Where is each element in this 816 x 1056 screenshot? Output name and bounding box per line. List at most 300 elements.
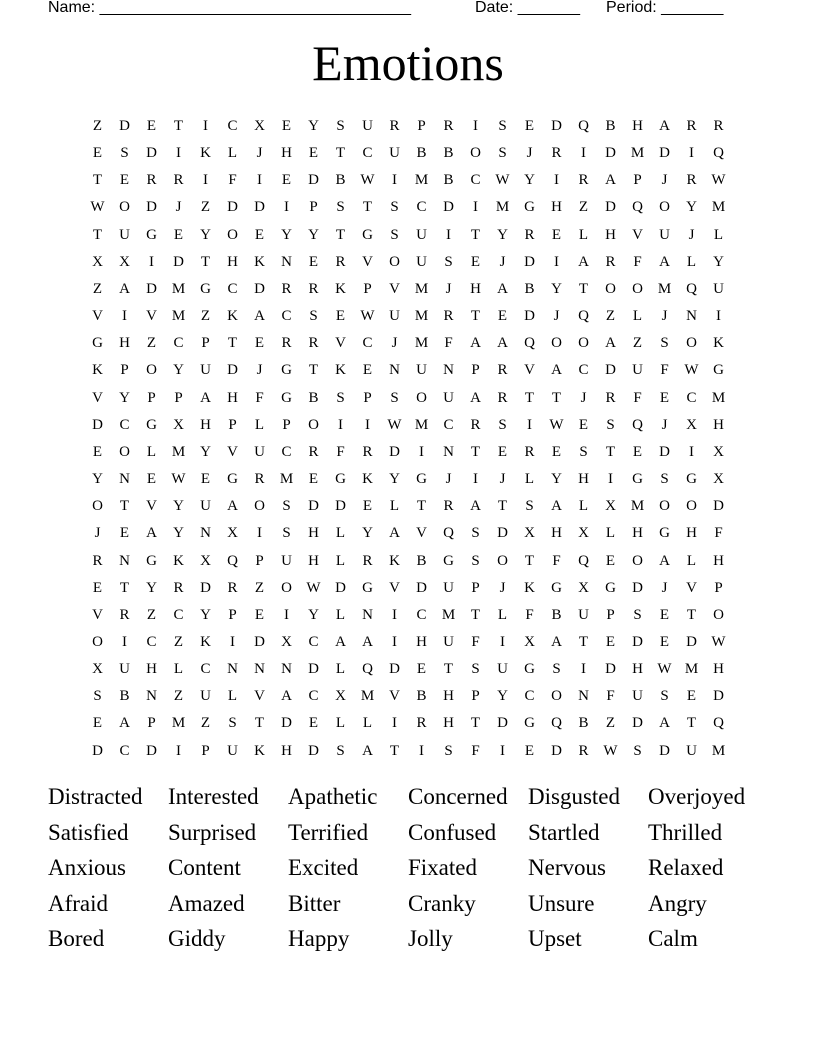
grid-letter: E: [362, 362, 373, 379]
grid-letter: V: [362, 253, 373, 270]
grid-letter: X: [254, 118, 265, 134]
grid-letter: T: [308, 362, 319, 379]
grid-letter: D: [389, 443, 400, 460]
grid-letter: R: [173, 579, 184, 596]
grid-letter: S: [390, 389, 399, 406]
grid-letter: U: [362, 118, 373, 134]
period-field-label: Period: _______: [606, 0, 724, 16]
word-bank-item: Relaxed: [648, 855, 724, 880]
grid-letter: I: [392, 172, 397, 189]
grid-letter: O: [659, 199, 670, 216]
grid-letter: G: [335, 471, 346, 488]
grid-letter: A: [362, 742, 373, 759]
grid-letter: A: [227, 498, 238, 515]
word-bank-item: Confused: [408, 819, 497, 845]
grid-letter: E: [497, 443, 508, 460]
grid-letter: N: [578, 688, 589, 705]
grid-letter: S: [498, 416, 507, 433]
word-bank-item: Bitter: [288, 890, 341, 916]
word-bank-item: Anxious: [48, 855, 126, 880]
word-bank-item: Giddy: [168, 926, 226, 951]
grid-letter: U: [443, 579, 454, 596]
grid-letter: Z: [632, 335, 643, 352]
grid-letter: X: [578, 579, 589, 596]
word-bank-item: Apathetic: [288, 784, 378, 809]
grid-letter: P: [471, 688, 480, 705]
grid-letter: M: [711, 389, 726, 406]
grid-letter: E: [551, 226, 562, 243]
grid-letter: E: [173, 226, 184, 243]
grid-letter: Q: [524, 335, 535, 352]
grid-letter: C: [119, 742, 130, 759]
grid-letter: I: [716, 308, 721, 325]
grid-letter: W: [549, 416, 564, 433]
grid-letter: B: [416, 145, 427, 162]
grid-letter: L: [497, 606, 508, 623]
grid-letter: A: [470, 335, 481, 352]
grid-letter: M: [495, 199, 510, 216]
grid-letter: K: [254, 742, 265, 759]
grid-letter: B: [335, 172, 346, 189]
grid-letter: I: [527, 416, 532, 433]
grid-letter: W: [711, 633, 726, 650]
grid-letter: D: [146, 280, 157, 297]
grid-letter: H: [308, 525, 319, 542]
grid-letter: H: [713, 416, 724, 433]
grid-letter: A: [497, 335, 508, 352]
grid-letter: H: [308, 552, 319, 569]
grid-letter: M: [711, 199, 726, 216]
grid-letter: A: [551, 633, 562, 650]
grid-letter: I: [392, 715, 397, 732]
grid-letter: E: [686, 688, 697, 705]
grid-letter: X: [227, 525, 238, 542]
grid-letter: H: [443, 715, 454, 732]
grid-letter: I: [284, 606, 289, 623]
grid-letter: J: [661, 308, 668, 325]
grid-letter: Z: [578, 199, 589, 216]
grid-letter: P: [120, 362, 129, 379]
grid-letter: M: [171, 443, 186, 460]
grid-letter: I: [176, 742, 181, 759]
grid-letter: L: [578, 498, 589, 515]
grid-letter: D: [173, 253, 184, 270]
grid-letter: V: [524, 362, 535, 379]
grid-letter: M: [171, 715, 186, 732]
grid-letter: H: [551, 525, 562, 542]
grid-letter: A: [659, 715, 670, 732]
grid-letter: U: [578, 606, 589, 623]
grid-letter: D: [659, 145, 670, 162]
grid-letter: Z: [146, 606, 157, 623]
word-bank-item: Cranky: [408, 890, 476, 916]
grid-letter: D: [524, 308, 535, 325]
grid-letter: S: [390, 199, 399, 216]
grid-letter: D: [389, 661, 400, 678]
grid-letter: W: [603, 742, 618, 759]
grid-letter: N: [362, 606, 373, 623]
grid-letter: T: [551, 389, 562, 406]
grid-letter: H: [713, 552, 724, 569]
grid-letter: X: [524, 633, 535, 650]
grid-letter: Q: [632, 199, 643, 216]
grid-letter: N: [389, 362, 400, 379]
grid-letter: E: [308, 715, 319, 732]
name-field-label: Name: ___________________________________: [48, 0, 412, 16]
grid-letter: K: [92, 362, 103, 379]
grid-letter: M: [684, 661, 699, 678]
grid-letter: D: [227, 199, 238, 216]
grid-letter: G: [524, 661, 535, 678]
grid-letter: G: [200, 280, 211, 297]
grid-letter: U: [443, 389, 454, 406]
grid-letter: V: [686, 579, 697, 596]
grid-letter: V: [92, 606, 103, 623]
word-bank-item: Bored: [48, 926, 105, 951]
grid-letter: A: [551, 498, 562, 515]
grid-letter: E: [146, 471, 157, 488]
grid-letter: G: [92, 335, 103, 352]
grid-letter: P: [471, 362, 480, 379]
grid-letter: U: [254, 443, 265, 460]
grid-letter: V: [389, 280, 400, 297]
grid-letter: E: [308, 471, 319, 488]
grid-letter: F: [714, 525, 723, 542]
grid-letter: C: [416, 606, 427, 623]
grid-letter: H: [227, 389, 238, 406]
grid-letter: L: [632, 308, 643, 325]
grid-letter: U: [119, 661, 130, 678]
grid-letter: I: [554, 172, 559, 189]
grid-letter: B: [524, 280, 535, 297]
grid-letter: R: [524, 226, 535, 243]
grid-letter: S: [525, 498, 534, 515]
grid-letter: H: [200, 416, 211, 433]
grid-letter: C: [281, 443, 292, 460]
grid-letter: H: [605, 226, 616, 243]
grid-letter: I: [581, 145, 586, 162]
grid-letter: O: [119, 199, 130, 216]
grid-letter: Q: [362, 661, 373, 678]
grid-letter: J: [499, 471, 506, 488]
grid-letter: A: [659, 118, 670, 134]
grid-letter: M: [414, 308, 429, 325]
grid-letter: E: [146, 118, 157, 134]
grid-letter: D: [632, 579, 643, 596]
grid-letter: Z: [173, 633, 184, 650]
grid-letter: I: [419, 443, 424, 460]
grid-letter: V: [227, 443, 238, 460]
grid-letter: V: [335, 335, 346, 352]
grid-letter: K: [362, 471, 373, 488]
grid-letter: H: [119, 335, 130, 352]
grid-letter: E: [254, 606, 265, 623]
grid-letter: Y: [200, 226, 211, 243]
grid-letter: T: [119, 579, 130, 596]
grid-letter: D: [335, 498, 346, 515]
grid-letter: D: [632, 715, 643, 732]
grid-letter: Y: [551, 471, 562, 488]
grid-letter: L: [227, 145, 238, 162]
grid-letter: N: [146, 688, 157, 705]
grid-letter: Q: [551, 715, 562, 732]
grid-letter: O: [470, 145, 481, 162]
grid-letter: E: [659, 389, 670, 406]
grid-letter: C: [524, 688, 535, 705]
grid-letter: S: [579, 443, 588, 460]
grid-letter: T: [200, 253, 211, 270]
grid-letter: L: [254, 416, 265, 433]
word-bank-item: Interested: [168, 784, 259, 809]
grid-letter: P: [147, 715, 156, 732]
grid-letter: G: [686, 471, 697, 488]
grid-letter: D: [416, 579, 427, 596]
grid-letter: C: [281, 308, 292, 325]
grid-letter: V: [389, 579, 400, 596]
grid-letter: D: [497, 525, 508, 542]
grid-letter: A: [146, 525, 157, 542]
grid-letter: I: [338, 416, 343, 433]
grid-letter: O: [497, 552, 508, 569]
word-bank-item: Content: [168, 855, 241, 880]
grid-letter: E: [605, 633, 616, 650]
grid-letter: F: [633, 389, 642, 406]
grid-letter: A: [497, 280, 508, 297]
date-field-label: Date: _______: [475, 0, 580, 16]
grid-letter: D: [281, 715, 292, 732]
word-bank-item: Satisfied: [48, 819, 129, 845]
grid-letter: V: [389, 688, 400, 705]
grid-letter: O: [146, 362, 157, 379]
grid-letter: U: [416, 362, 427, 379]
grid-letter: G: [146, 552, 157, 569]
grid-letter: L: [713, 226, 724, 243]
grid-letter: L: [146, 443, 157, 460]
grid-letter: O: [92, 498, 103, 515]
grid-letter: U: [200, 498, 211, 515]
grid-letter: K: [335, 280, 346, 297]
grid-letter: P: [201, 742, 210, 759]
grid-letter: I: [392, 606, 397, 623]
grid-letter: L: [686, 253, 697, 270]
grid-letter: I: [230, 633, 235, 650]
grid-letter: Z: [605, 308, 616, 325]
grid-letter: D: [659, 742, 670, 759]
grid-letter: C: [227, 118, 238, 134]
grid-letter: E: [416, 661, 427, 678]
grid-letter: B: [416, 688, 427, 705]
grid-letter: H: [227, 253, 238, 270]
grid-letter: M: [441, 606, 456, 623]
grid-letter: H: [281, 742, 292, 759]
grid-letter: F: [660, 362, 669, 379]
word-bank-item: Calm: [648, 926, 698, 951]
grid-letter: X: [200, 552, 211, 569]
grid-letter: E: [551, 443, 562, 460]
grid-letter: Z: [173, 688, 184, 705]
grid-letter: M: [171, 308, 186, 325]
grid-letter: K: [524, 579, 535, 596]
grid-letter: C: [578, 362, 589, 379]
grid-letter: Y: [686, 199, 697, 216]
grid-letter: A: [119, 280, 130, 297]
grid-letter: T: [470, 606, 481, 623]
grid-letter: R: [578, 742, 589, 759]
grid-letter: P: [714, 579, 723, 596]
grid-letter: Q: [713, 145, 724, 162]
grid-letter: R: [362, 443, 373, 460]
grid-letter: D: [254, 199, 265, 216]
grid-letter: S: [282, 525, 291, 542]
grid-letter: V: [146, 498, 157, 515]
grid-letter: C: [686, 389, 697, 406]
grid-letter: H: [686, 525, 697, 542]
grid-letter: M: [171, 280, 186, 297]
grid-letter: U: [200, 688, 211, 705]
grid-letter: L: [335, 606, 346, 623]
grid-letter: R: [281, 280, 292, 297]
grid-letter: K: [389, 552, 400, 569]
grid-letter: O: [254, 498, 265, 515]
grid-letter: E: [92, 145, 103, 162]
grid-letter: S: [282, 498, 291, 515]
grid-letter: G: [524, 199, 535, 216]
grid-letter: T: [470, 715, 481, 732]
grid-letter: S: [120, 145, 129, 162]
grid-letter: D: [308, 172, 319, 189]
grid-letter: L: [335, 715, 346, 732]
grid-letter: E: [470, 253, 481, 270]
grid-letter: U: [200, 362, 211, 379]
grid-letter: A: [551, 362, 562, 379]
grid-letter: Y: [92, 471, 103, 488]
grid-letter: M: [414, 172, 429, 189]
grid-letter: Y: [200, 606, 211, 623]
grid-letter: R: [578, 172, 589, 189]
grid-letter: M: [360, 688, 375, 705]
grid-letter: E: [92, 443, 103, 460]
word-bank-item: Terrified: [288, 819, 369, 845]
grid-letter: O: [605, 280, 616, 297]
grid-letter: W: [360, 308, 375, 325]
grid-letter: D: [551, 118, 562, 134]
grid-letter: L: [362, 715, 373, 732]
grid-letter: F: [606, 688, 615, 705]
grid-letter: A: [605, 172, 616, 189]
grid-letter: Y: [524, 172, 535, 189]
grid-letter: J: [526, 145, 533, 162]
grid-letter: P: [228, 606, 237, 623]
grid-letter: G: [281, 389, 292, 406]
grid-letter: T: [362, 199, 373, 216]
grid-letter: D: [632, 633, 643, 650]
grid-letter: O: [551, 335, 562, 352]
grid-letter: A: [659, 253, 670, 270]
grid-letter: S: [336, 199, 345, 216]
grid-letter: T: [497, 498, 508, 515]
grid-letter: M: [711, 742, 726, 759]
grid-letter: K: [200, 145, 211, 162]
grid-letter: D: [308, 742, 319, 759]
grid-letter: M: [414, 335, 429, 352]
grid-letter: G: [632, 471, 643, 488]
grid-letter: R: [308, 443, 319, 460]
grid-letter: Y: [497, 226, 508, 243]
grid-letter: F: [444, 335, 453, 352]
grid-letter: T: [686, 606, 697, 623]
grid-letter: N: [443, 362, 454, 379]
grid-letter: R: [605, 389, 616, 406]
grid-letter: T: [524, 552, 535, 569]
grid-letter: T: [416, 498, 427, 515]
grid-letter: G: [227, 471, 238, 488]
grid-letter: R: [308, 280, 319, 297]
grid-letter: T: [605, 443, 616, 460]
grid-letter: L: [335, 552, 346, 569]
grid-letter: O: [92, 633, 103, 650]
grid-letter: C: [362, 145, 373, 162]
grid-letter: J: [391, 335, 398, 352]
grid-letter: O: [389, 253, 400, 270]
grid-letter: Y: [308, 118, 319, 134]
grid-letter: I: [284, 199, 289, 216]
grid-letter: Z: [605, 715, 616, 732]
grid-letter: P: [282, 416, 291, 433]
grid-letter: I: [257, 525, 262, 542]
grid-letter: U: [227, 742, 238, 759]
grid-letter: E: [92, 579, 103, 596]
grid-letter: X: [173, 416, 184, 433]
grid-letter: O: [659, 498, 670, 515]
grid-letter: H: [632, 525, 643, 542]
grid-letter: A: [389, 525, 400, 542]
grid-letter: J: [580, 389, 587, 406]
grid-letter: C: [173, 606, 184, 623]
grid-letter: T: [578, 633, 589, 650]
grid-letter: G: [524, 715, 535, 732]
grid-letter: E: [254, 226, 265, 243]
grid-letter: C: [227, 280, 238, 297]
grid-letter: F: [552, 552, 561, 569]
grid-letter: Z: [92, 118, 103, 134]
word-bank-item: Angry: [648, 890, 707, 916]
grid-letter: B: [308, 389, 319, 406]
grid-letter: V: [92, 389, 103, 406]
grid-letter: M: [657, 280, 672, 297]
grid-letter: K: [173, 552, 184, 569]
grid-letter: U: [416, 253, 427, 270]
grid-letter: Z: [200, 199, 211, 216]
grid-letter: V: [632, 226, 643, 243]
grid-letter: I: [365, 416, 370, 433]
grid-letter: E: [281, 118, 292, 134]
grid-letter: E: [605, 552, 616, 569]
grid-letter: I: [581, 661, 586, 678]
grid-letter: T: [173, 118, 184, 134]
grid-letter: T: [119, 498, 130, 515]
grid-letter: U: [497, 661, 508, 678]
word-bank-item: Thrilled: [648, 819, 723, 845]
grid-letter: I: [149, 253, 154, 270]
grid-letter: T: [227, 335, 238, 352]
grid-letter: I: [500, 742, 505, 759]
grid-letter: G: [281, 362, 292, 379]
grid-letter: G: [713, 362, 724, 379]
grid-letter: Q: [443, 525, 454, 542]
word-bank-item: Startled: [528, 819, 600, 845]
grid-letter: T: [254, 715, 265, 732]
grid-letter: W: [171, 471, 186, 488]
